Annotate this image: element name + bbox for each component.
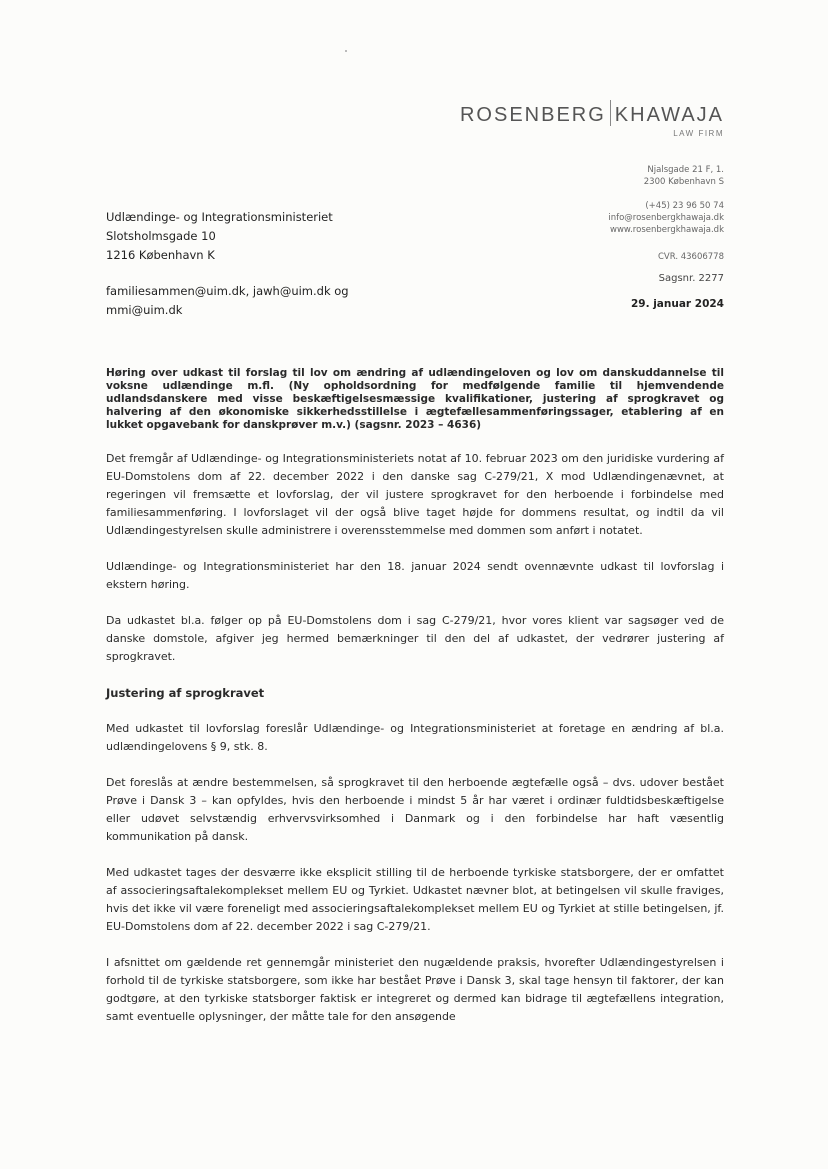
recipient-emails: [106, 282, 349, 320]
paragraph-7: I afsnittet om gældende ret gennemgår ministeriet den nugældende praksis, hvorefter Udlændingestyrelsen i forhold til de tyrkiske statsborgere, som ikke har bestået Prøve i Dansk 3, skal tage hensyn til faktorer, der kan godtgøre, at den tyrkiske statsborger faktisk er integreret og dermed kan bidrage til ægtefællens integration, samt eventuelle oplysninger, der måtte tale for den ansøgende: [106, 956, 724, 1023]
letter-body: [106, 367, 724, 1044]
case-number: Sagsnr. 2277: [658, 273, 724, 284]
section-heading: Justering af sprogkravet: [106, 686, 265, 700]
paragraph-2: Udlændinge- og Integrationsministeriet har den 18. januar 2024 sendt ovennævnte udkast til lovforslag i ekstern høring.: [106, 560, 724, 591]
firm-logo-name: [460, 100, 724, 127]
logo-divider: [610, 100, 611, 126]
letter-date: 29. januar 2024: [630, 298, 724, 310]
firm-phone: (+45) 23 96 50 74: [645, 201, 724, 211]
recipient-address: [106, 208, 333, 265]
recipient-line-2: Slotsholmsgade 10: [106, 229, 216, 243]
address-line-2: 2300 København S: [643, 177, 724, 187]
firm-name-left: ROSENBERG: [459, 104, 606, 126]
scan-speck: [345, 50, 347, 52]
paragraph-4: Med udkastet til lovforslag foreslår Udlændinge- og Integrationsministeriet at foretage en ændring af bl.a. udlændingelovens § 9, stk. 8.: [106, 722, 724, 753]
paragraph-3: Da udkastet bl.a. følger op på EU-Domstolens dom i sag C-279/21, hvor vores klient var sagsøger ved de danske domstole, afgiver jeg hermed bemærkninger til den del af udkastet, der vedrører justering af sprogkravet.: [106, 614, 724, 663]
letter-subject: Høring over udkast til forslag til lov om ændring af udlændingeloven og lov om danskuddannelse til voksne udlændinge m.fl. (Ny opholdsordning for medfølgende familie til hjemvendende udlandsdanskere med visse beskæftigelsesmæssige kvalifikationer, justering af sprogkravet og halvering af den økonomiske sikkerhedsstillelse i ægtefællesammenføringssager, etablering af en lukket opgavebank for danskprøver m.v.) (sagsnr. 2023 – 4636): [106, 367, 724, 431]
firm-name-right: KHAWAJA: [614, 104, 724, 126]
paragraph-5: Det foreslås at ændre bestemmelsen, så sprogkravet til den herboende ægtefælle også – dvs. udover bestået Prøve i Dansk 3 – kan opfyldes, hvis den herboende i mindst 5 år har været i ordinær fuldtidsbeskæftigelse eller udøvet selvstændig erhvervsvirksomhed i Danmark og i den forbindelse har haft væsentlig kommunikation på dansk.: [106, 776, 724, 843]
recipient-emails-line-1: familiesammen@uim.dk, jawh@uim.dk og: [106, 284, 349, 298]
firm-contact: [608, 200, 724, 236]
firm-email: info@rosenbergkhawaja.dk: [608, 213, 724, 223]
recipient-line-3: 1216 København K: [106, 248, 215, 262]
firm-logo: [460, 100, 724, 138]
paragraph-6: Med udkastet tages der desværre ikke eksplicit stilling til de herboende tyrkiske statsborgere, der er omfattet af associeringsaftalekomplekset mellem EU og Tyrkiet. Udkastet nævner blot, at betingelsen vil skulle fraviges, hvis det ikke vil være foreneligt med associeringsaftalekomplekset mellem EU og Tyrkiet at stille betingelsen, jf. EU-Domstolens dom af 22. december 2022 i sag C-279/21.: [106, 866, 724, 933]
firm-address: [644, 164, 724, 188]
recipient-emails-line-2: mmi@uim.dk: [106, 303, 183, 317]
firm-cvr: CVR. 43606778: [657, 252, 724, 262]
address-line-1: Njalsgade 21 F, 1.: [647, 165, 724, 175]
firm-website: www.rosenbergkhawaja.dk: [610, 225, 724, 235]
paragraph-1: Det fremgår af Udlændinge- og Integrationsministeriets notat af 10. februar 2023 om den juridiske vurdering af EU-Domstolens dom af 22. december 2022 i den danske sag C-279/21, X mod Udlændingenævnet, at regeringen vil fremsætte et lovforslag, der vil justere sprogkravet for den herboende i forbindelse med familiesammenføring. I lovforslaget vil der også blive taget højde for dommens resultat, og indtil da vil Udlændingestyrelsen skulle administrere i overensstemmelse med dommen som anført i notatet.: [106, 452, 724, 537]
recipient-line-1: Udlændinge- og Integrationsministeriet: [106, 210, 333, 224]
firm-subtitle: LAW FIRM: [673, 129, 724, 138]
